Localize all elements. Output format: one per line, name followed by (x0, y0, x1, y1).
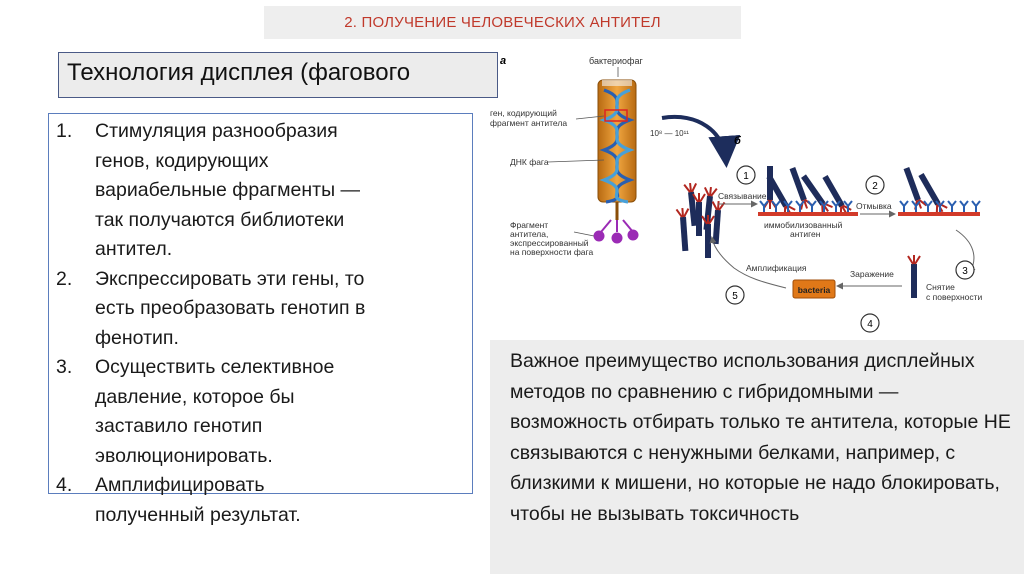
fragment-label-line4: на поверхности фага (510, 247, 594, 257)
step-text: Амплифицировать полученный результат. (95, 474, 301, 526)
amplification-label: Амплификация (746, 263, 807, 273)
bacteriophage-label: бактериофаг (589, 56, 643, 66)
fragment-label-line3: экспрессированный (510, 238, 589, 248)
step-number: 2. (56, 267, 73, 290)
library-size-label: 10⁸ — 10¹¹ (650, 129, 689, 138)
transition-arrow (662, 117, 726, 160)
step-5-number: 5 (732, 291, 738, 302)
step-number: 1. (56, 120, 73, 142)
antigen-surface-2 (898, 212, 980, 216)
step-4-number: 4 (867, 319, 873, 330)
panel-b-label: б (734, 135, 741, 147)
step-text: Осуществить селективное давление, которое бы заставило генотип эволюционировать. (95, 356, 335, 467)
removal-label-line1: Снятие (926, 282, 955, 292)
header-bar (264, 6, 741, 39)
washing-label: Отмывка (856, 201, 892, 211)
gene-label-line2: фрагмент антитела (490, 118, 568, 128)
slide-title: 2. ПОЛУЧЕНИЕ ЧЕЛОВЕЧЕСКИХ АНТИТЕЛ (344, 14, 661, 31)
antigen-label-line1: иммобилизованный (764, 220, 843, 230)
step-number: 4. (56, 474, 73, 496)
step-1-number: 1 (743, 171, 749, 182)
step-item (56, 471, 476, 530)
removal-label-line2: с поверхности (926, 292, 983, 302)
subtitle: Технология дисплея (фагового (67, 59, 411, 86)
antigen-surface-1 (758, 212, 858, 216)
dna-label: ДНК фага (510, 157, 549, 167)
antigen-label-line2: антиген (790, 229, 821, 239)
fragment-label-line1: Фрагмент (510, 220, 549, 230)
phage-display-diagram (486, 52, 1024, 342)
advantage-text: Важное преимущество использования дисплейных методов по сравнению с гибридомными — возможность отбирать только те антитела, которые НЕ связываются с ненужными белками, например, с близкими к мишени, но которые не надо блокировать, чтобы не вызывать токсичность (510, 350, 1011, 525)
step-number: 3. (56, 356, 73, 378)
step-text: Экспрессировать эти гены, то есть преобразовать генотип в фенотип. (95, 267, 366, 349)
advantage-note (490, 340, 1024, 574)
step-2-number: 2 (872, 181, 878, 192)
step-item (56, 117, 476, 265)
fragment-label-line2: антитела, (510, 229, 549, 239)
step-3-number: 3 (962, 266, 968, 277)
step-item (56, 265, 476, 354)
eluted-phage (908, 255, 920, 298)
subtitle-box (58, 52, 498, 98)
panel-a-label: а (500, 55, 507, 67)
phage-illustration (594, 80, 639, 244)
step-text: Стимуляция разнообразия генов, кодирующих вариабельные фрагменты — так получаются библиотеки антител. (95, 120, 361, 260)
binding-label: Связывание (718, 191, 767, 201)
infection-label: Заражение (850, 269, 894, 279)
gene-label-line1: ген, кодирующий (490, 108, 557, 118)
bacteria-label: bacteria (797, 285, 831, 295)
step-item (56, 353, 476, 471)
steps-list (56, 117, 476, 530)
